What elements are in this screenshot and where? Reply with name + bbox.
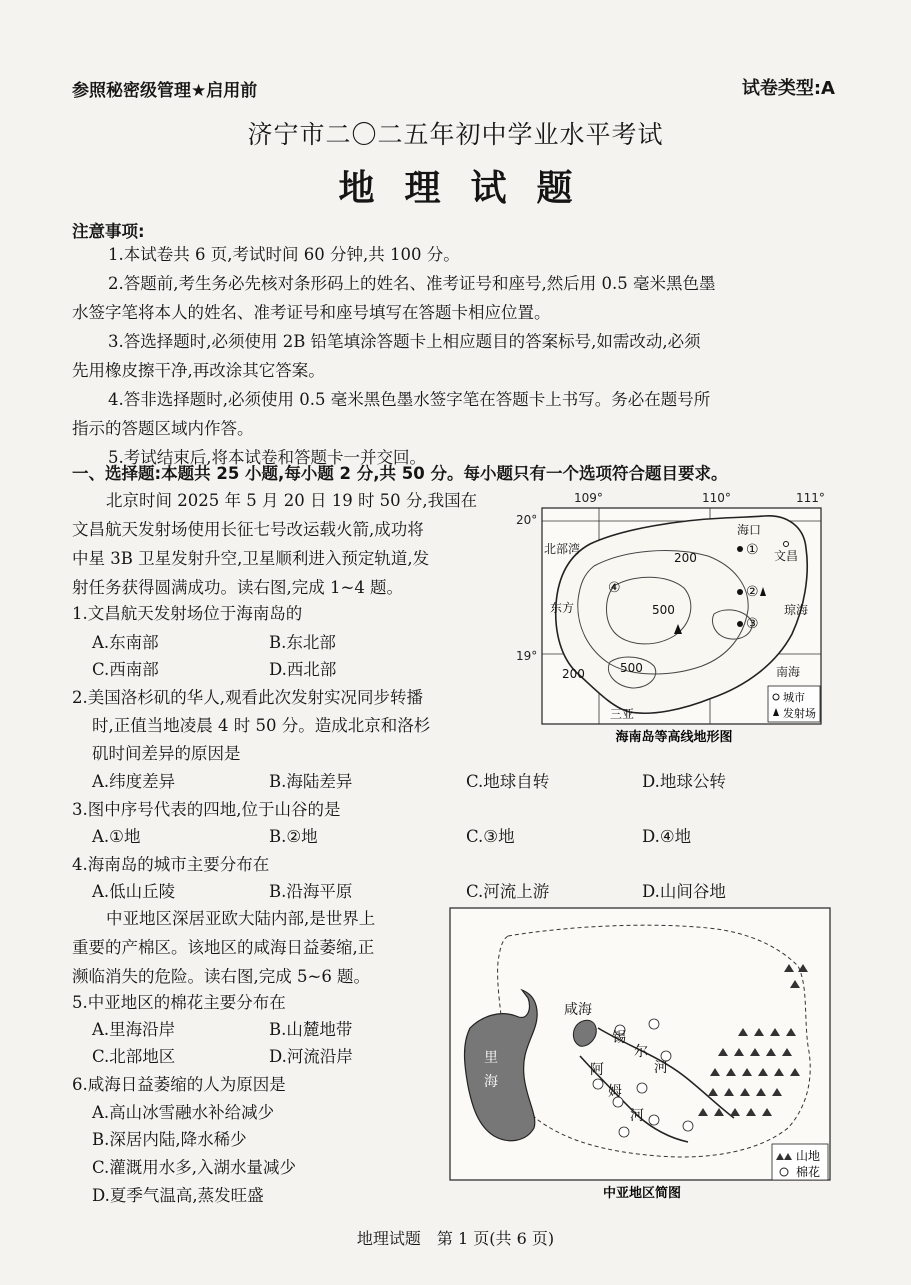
- intro-line: 濒临消失的危险。读右图,完成 5~6 题。: [72, 967, 371, 986]
- point-4: ④: [608, 580, 621, 596]
- city-dot: [737, 546, 743, 552]
- intro-line: 重要的产棉区。该地区的咸海日益萎缩,正: [72, 938, 375, 957]
- question-1-stem: 1.文昌航天发射场位于海南岛的: [72, 604, 303, 623]
- intro-line: 中亚地区深居亚欧大陆内部,是世界上: [106, 909, 376, 928]
- label-amu-3: 河: [630, 1108, 644, 1124]
- q2-option-d: D.地球公转: [642, 772, 726, 791]
- question-6-stem: 6.咸海日益萎缩的人为原因是: [72, 1075, 286, 1094]
- q1-option-d: D.西北部: [269, 660, 337, 679]
- q3-option-b: B.②地: [269, 827, 318, 846]
- legend-city-icon: [773, 694, 779, 700]
- label-beibuwan: 北部湾: [544, 542, 581, 556]
- subject-title: 地理试题: [338, 167, 603, 209]
- intro-line: 文昌航天发射场使用长征七号改运载火箭,成功将: [72, 520, 424, 539]
- map1-caption: 海南岛等高线地形图: [615, 730, 733, 745]
- city-dot: [784, 542, 789, 547]
- q3-option-a: A.①地: [92, 827, 141, 846]
- exam-title: 济宁市二〇二五年初中学业水平考试: [247, 120, 664, 149]
- label-qionghai: 琼海: [784, 603, 809, 617]
- q2-option-c: C.地球自转: [466, 772, 550, 791]
- lon-label: 110°: [702, 491, 731, 505]
- lat-label: 19°: [516, 649, 538, 663]
- q4-option-d: D.山间谷地: [642, 882, 726, 901]
- label-dongfang: 东方: [550, 601, 575, 615]
- city-dot: [737, 589, 743, 595]
- question-4-stem: 4.海南岛的城市主要分布在: [72, 855, 270, 874]
- label-caspian-1: 里: [484, 1050, 498, 1066]
- notice-item: 1.本试卷共 6 页,考试时间 60 分钟,共 100 分。: [108, 245, 460, 264]
- contour-label: 500: [652, 603, 675, 617]
- q5-option-b: B.山麓地带: [269, 1020, 353, 1039]
- q2-option-a: A.纬度差异: [92, 772, 176, 791]
- question-2-stem-cont: 矶时间差异的原因是: [92, 744, 241, 763]
- lon-label: 111°: [796, 491, 825, 505]
- intro-passage-2: [72, 904, 452, 991]
- contour-label: 200: [562, 667, 585, 681]
- notice-item: 2.答题前,考生务必先核对条形码上的姓名、准考证号和座号,然后用 0.5 毫米黑色墨: [108, 274, 716, 293]
- q4-option-b: B.沿海平原: [269, 882, 353, 901]
- q6-option-c: C.灌溉用水多,入湖水量减少: [92, 1158, 297, 1177]
- label-wenchang: 文昌: [774, 549, 799, 563]
- contour-label: 200: [674, 551, 697, 565]
- notice-list: [72, 240, 840, 472]
- q3-option-c: C.③地: [466, 827, 515, 846]
- q1-option-b: B.东北部: [269, 633, 336, 652]
- q2-option-b: B.海陆差异: [269, 772, 353, 791]
- notice-item: 3.答选择题时,必须使用 2B 铅笔填涂答题卡上相应题目的答案标号,如需改动,必须: [108, 332, 701, 351]
- intro-line: 中星 3B 卫星发射升空,卫星顺利进入预定轨道,发: [72, 549, 430, 568]
- point-2: ②: [746, 584, 759, 600]
- point-1: ①: [746, 542, 759, 558]
- lon-label: 109°: [574, 491, 603, 505]
- q3-option-d: D.④地: [642, 827, 692, 846]
- intro-line: 射任务获得圆满成功。读右图,完成 1~4 题。: [72, 578, 404, 597]
- page-footer: 地理试题 第 1 页(共 6 页): [356, 1229, 555, 1248]
- section-heading: 一、选择题:本题共 25 小题,每小题 2 分,共 50 分。每小题只有一个选项符合题目要求。: [72, 464, 728, 483]
- legend-cotton-label: 棉花: [796, 1165, 821, 1179]
- label-nanhai: 南海: [776, 665, 801, 679]
- question-2-stem: 2.美国洛杉矶的华人,观看此次发射实况同步转播: [72, 688, 423, 707]
- legend-cotton-icon: [780, 1168, 788, 1176]
- map2-caption: 中亚地区简图: [602, 1186, 682, 1201]
- label-aral: 咸海: [564, 1002, 592, 1018]
- secrecy-label: 参照秘密级管理★启用前: [72, 81, 258, 101]
- hainan-contour-map: [514, 486, 834, 746]
- q4-option-a: A.低山丘陵: [92, 882, 176, 901]
- label-syr-2: 尔: [634, 1044, 648, 1060]
- q5-option-d: D.河流沿岸: [269, 1047, 353, 1066]
- central-asia-map: [448, 906, 836, 1202]
- notice-item: 5.考试结束后,将本试卷和答题卡一并交回。: [108, 448, 426, 467]
- label-syr-1: 锡: [612, 1030, 626, 1046]
- legend-city-label: 城市: [783, 691, 805, 704]
- paper-type: 试卷类型:A: [741, 78, 835, 99]
- q6-option-b: B.深居内陆,降水稀少: [92, 1130, 247, 1149]
- label-haikou: 海口: [737, 523, 762, 537]
- label-caspian-2: 海: [484, 1074, 498, 1090]
- label-amu-1: 阿: [590, 1062, 604, 1078]
- intro-line: 北京时间 2025 年 5 月 20 日 19 时 50 分,我国在: [106, 491, 478, 510]
- label-sanya: 三亚: [610, 707, 635, 721]
- q6-option-a: A.高山冰雪融水补给减少: [92, 1103, 275, 1122]
- notice-item: 4.答非选择题时,必须使用 0.5 毫米黑色墨水签字笔在答题卡上书写。务必在题号所: [108, 390, 711, 409]
- legend-launch-label: 发射场: [783, 707, 816, 720]
- q5-option-c: C.北部地区: [92, 1047, 176, 1066]
- lat-label: 20°: [516, 513, 538, 527]
- label-amu-2: 姆: [608, 1084, 622, 1100]
- question-3-stem: 3.图中序号代表的四地,位于山谷的是: [72, 800, 341, 819]
- notice-title: 注意事项:: [72, 222, 145, 241]
- question-5-stem: 5.中亚地区的棉花主要分布在: [72, 993, 286, 1012]
- legend-mountain-label: 山地: [796, 1149, 821, 1163]
- q1-option-c: C.西南部: [92, 660, 159, 679]
- point-3: ③: [746, 616, 759, 632]
- question-2-stem-cont: 时,正值当地凌晨 4 时 50 分。造成北京和洛杉: [92, 716, 431, 735]
- label-syr-3: 河: [654, 1060, 668, 1076]
- contour-label: 500: [620, 661, 643, 675]
- notice-item: 指示的答题区域内作答。: [72, 419, 254, 438]
- intro-passage-1: [72, 486, 512, 602]
- notice-item: 先用橡皮擦干净,再改涂其它答案。: [72, 361, 325, 380]
- notice-item: 水签字笔将本人的姓名、准考证号和座号填写在答题卡相应位置。: [72, 303, 551, 322]
- q1-option-a: A.东南部: [92, 633, 159, 652]
- q4-option-c: C.河流上游: [466, 882, 550, 901]
- q5-option-a: A.里海沿岸: [92, 1020, 176, 1039]
- q6-option-d: D.夏季气温高,蒸发旺盛: [92, 1186, 264, 1205]
- city-dot: [737, 621, 743, 627]
